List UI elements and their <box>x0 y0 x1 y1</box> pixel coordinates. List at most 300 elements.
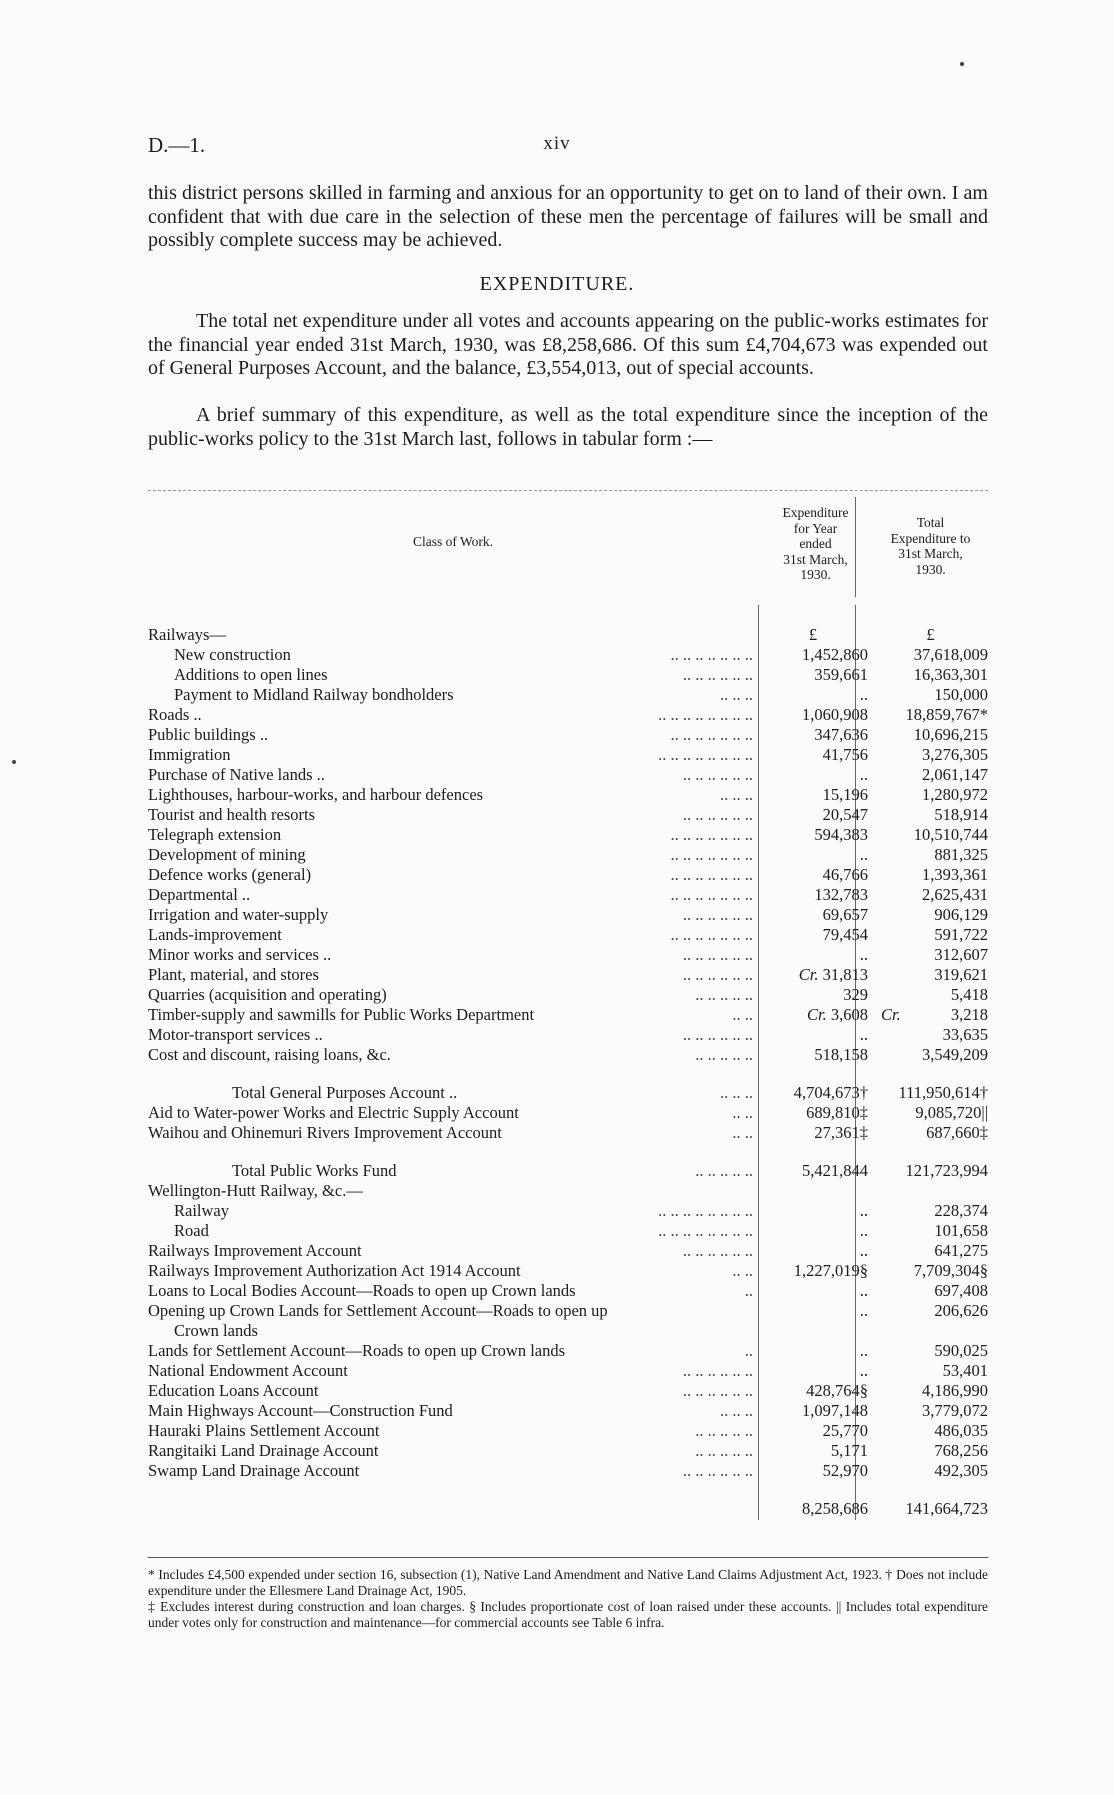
table-row <box>148 1161 988 1181</box>
cell-value: 319,621 <box>934 965 988 984</box>
leader-dots: .. .. .. .. .. .. <box>682 1241 753 1260</box>
leader-dots: .. <box>744 1341 753 1360</box>
cell-value: 1,280,972 <box>922 785 988 804</box>
leader-dots: .. .. <box>732 1103 753 1122</box>
expenditure-year-value <box>758 1103 868 1123</box>
leader-dots: .. .. .. .. .. .. .. <box>670 825 753 844</box>
cell-value: 16,363,301 <box>913 665 988 684</box>
row-label: Irrigation and water-supply <box>148 905 329 924</box>
leader-dots: .. .. .. .. .. .. .. <box>670 885 753 904</box>
row-label: Development of mining <box>148 845 306 864</box>
expenditure-total-value <box>873 1441 988 1461</box>
table-row <box>148 765 988 785</box>
table-row <box>148 965 988 985</box>
table-row <box>148 1123 988 1143</box>
row-label: New construction <box>174 645 291 664</box>
credit-prefix: Cr. <box>798 965 819 984</box>
row-label: Cost and discount, raising loans, &c. <box>148 1045 391 1064</box>
leader-dots: .. .. <box>732 1261 753 1280</box>
expenditure-total-value <box>873 1421 988 1441</box>
table-row <box>148 985 988 1005</box>
row-label: Payment to Midland Railway bondholders <box>174 685 454 704</box>
expenditure-total-value <box>873 1005 988 1025</box>
expenditure-year-value <box>758 805 868 825</box>
leader-dots: .. .. .. .. .. .. .. <box>670 925 753 944</box>
table-row <box>148 685 988 705</box>
expenditure-year-value <box>758 645 868 665</box>
cell-value: 689,810‡ <box>806 1103 868 1122</box>
expenditure-year-value <box>758 725 868 745</box>
expenditure-total-value <box>873 745 988 765</box>
row-label: Tourist and health resorts <box>148 805 316 824</box>
expenditure-total-value <box>873 725 988 745</box>
table-row <box>148 725 988 745</box>
expenditure-year-value <box>758 1361 868 1381</box>
row-label: Total General Purposes Account .. <box>232 1083 458 1102</box>
row-label: Telegraph extension <box>148 825 282 844</box>
header-line: 31st March, <box>898 546 963 561</box>
expenditure-total-value <box>873 965 988 985</box>
leader-dots: .. .. .. .. .. .. <box>682 905 753 924</box>
cell-value: 1,227,019§ <box>793 1261 868 1280</box>
expenditure-year-value <box>758 1221 868 1241</box>
row-label: Railways Improvement Account <box>148 1241 362 1260</box>
expenditure-total-value <box>873 945 988 965</box>
leader-dots: .. .. .. .. .. .. .. <box>670 865 753 884</box>
expenditure-total-value <box>873 1241 988 1261</box>
row-label: Purchase of Native lands .. <box>148 765 325 784</box>
cell-value: 768,256 <box>934 1441 988 1460</box>
cell-value: 641,275 <box>934 1241 988 1260</box>
header-line: for Year <box>793 520 838 536</box>
expenditure-total-value <box>873 1123 988 1143</box>
row-label: Railways— <box>148 625 226 644</box>
table-row <box>148 645 988 665</box>
row-label: Minor works and services .. <box>148 945 332 964</box>
expenditure-total-value <box>873 1499 988 1519</box>
cell-value: 428,764§ <box>806 1381 868 1400</box>
table-row <box>148 1441 988 1461</box>
leader-dots: .. .. .. .. .. <box>695 1421 753 1440</box>
cell-value: 594,383 <box>814 825 868 844</box>
cell-value: 4,186,990 <box>922 1381 988 1400</box>
table-row <box>148 785 988 805</box>
leader-dots: .. .. .. .. .. .. .. <box>670 725 753 744</box>
expenditure-total-value <box>873 925 988 945</box>
expenditure-year-value <box>758 1421 868 1441</box>
table-row <box>148 1281 988 1301</box>
row-label: Quarries (acquisition and operating) <box>148 985 387 1004</box>
expenditure-total-value <box>873 1083 988 1103</box>
header-line: Total <box>916 515 945 530</box>
table-row <box>148 1005 988 1025</box>
cell-value: .. <box>859 1201 868 1220</box>
row-label: Aid to Water-power Works and Electric Supply Account <box>148 1103 519 1122</box>
cell-value: 9,085,720|| <box>915 1103 988 1122</box>
leader-dots: .. .. .. .. .. <box>695 1045 753 1064</box>
header-line: 1930. <box>915 561 946 577</box>
row-label: National Endowment Account <box>148 1361 348 1380</box>
row-label: Public buildings .. <box>148 725 269 744</box>
expenditure-total-value <box>873 1401 988 1421</box>
expenditure-year-value <box>758 1341 868 1361</box>
cell-value: 2,625,431 <box>922 885 988 904</box>
table-row <box>148 1499 988 1519</box>
cell-value: 591,722 <box>934 925 988 944</box>
cell-value: 15,196 <box>822 785 868 804</box>
page-number: xiv <box>543 133 571 154</box>
table-row <box>148 1341 988 1361</box>
cell-value: 2,061,147 <box>922 765 988 784</box>
cell-value: 3,276,305 <box>922 745 988 764</box>
cell-value: 486,035 <box>934 1421 988 1440</box>
expenditure-total-value <box>873 705 988 725</box>
cell-value: 206,626 <box>934 1301 988 1320</box>
cell-value: 3,779,072 <box>922 1401 988 1420</box>
cell-value: 52,970 <box>822 1461 868 1480</box>
leader-dots: .. .. .. <box>720 785 753 804</box>
leader-dots: .. .. .. .. .. .. <box>682 945 753 964</box>
table-row <box>148 1301 988 1321</box>
expenditure-year-value <box>758 1441 868 1461</box>
leader-dots: .. .. .. .. .. .. .. .. <box>658 745 753 764</box>
expenditure-total-value <box>873 985 988 1005</box>
row-label: Loans to Local Bodies Account—Roads to open up Crown lands <box>148 1281 576 1300</box>
expenditure-year-value <box>758 1401 868 1421</box>
expenditure-year-value <box>758 945 868 965</box>
table-row <box>148 705 988 725</box>
header-line: Expenditure to <box>890 530 971 546</box>
expenditure-total-value <box>873 1381 988 1401</box>
column-header-total <box>873 515 988 577</box>
table-row <box>148 905 988 925</box>
header-line: ended <box>799 536 832 551</box>
cell-value: .. <box>859 1241 868 1260</box>
expenditure-total-value <box>873 845 988 865</box>
table-row <box>148 1025 988 1045</box>
cell-value: 329 <box>843 985 868 1004</box>
leader-dots: .. .. .. .. .. <box>695 1441 753 1460</box>
cell-value: 1,097,148 <box>802 1401 868 1420</box>
expenditure-total-value <box>873 1461 988 1481</box>
row-label: Departmental .. <box>148 885 251 904</box>
table-row <box>148 745 988 765</box>
row-label: Road <box>174 1221 209 1240</box>
cell-value: .. <box>859 945 868 964</box>
cell-value: 359,661 <box>814 665 868 684</box>
row-label: Roads .. <box>148 705 202 724</box>
cell-value: 1,393,361 <box>922 865 988 884</box>
leader-dots: .. .. .. .. .. .. .. <box>670 845 753 864</box>
leader-dots: .. .. .. .. .. .. <box>682 1461 753 1480</box>
row-label: Lands for Settlement Account—Roads to open up Crown lands <box>148 1341 566 1360</box>
table-row <box>148 845 988 865</box>
cell-value: 141,664,723 <box>905 1499 988 1518</box>
cell-value: 27,361‡ <box>814 1123 868 1142</box>
cell-value: 7,709,304§ <box>913 1261 988 1280</box>
table-spacer <box>148 1065 988 1083</box>
table-row <box>148 665 988 685</box>
expenditure-year-value <box>758 1123 868 1143</box>
row-label: Total Public Works Fund <box>232 1161 397 1180</box>
table-row <box>148 1221 988 1241</box>
cell-value: 492,305 <box>934 1461 988 1480</box>
leader-dots: .. .. .. .. .. .. .. <box>670 645 753 664</box>
cell-value: 37,618,009 <box>913 645 988 664</box>
header-divider <box>855 497 856 597</box>
cell-value: .. <box>859 1361 868 1380</box>
leader-dots: .. .. .. .. .. .. <box>682 765 753 784</box>
cell-value: 881,325 <box>934 845 988 864</box>
cell-value: 10,696,215 <box>913 725 988 744</box>
cell-value: 121,723,994 <box>905 1161 988 1180</box>
table-row <box>148 1201 988 1221</box>
cell-value: 150,000 <box>934 685 988 704</box>
expenditure-total-value <box>873 785 988 805</box>
table-row <box>148 1401 988 1421</box>
expenditure-total-value <box>873 1201 988 1221</box>
cell-value: 101,658 <box>934 1221 988 1240</box>
expenditure-year-value <box>758 865 868 885</box>
cell-value: 41,756 <box>822 745 868 764</box>
table-header <box>148 497 988 597</box>
row-label: Plant, material, and stores <box>148 965 319 984</box>
cell-value: 518,914 <box>934 805 988 824</box>
expenditure-total-value <box>873 1045 988 1065</box>
cell-value: 697,408 <box>934 1281 988 1300</box>
expenditure-total-value <box>873 1103 988 1123</box>
expenditure-total-value: £ <box>926 625 935 644</box>
cell-value: 33,635 <box>942 1025 988 1044</box>
row-label: Immigration <box>148 745 231 764</box>
column-header-class: Class of Work. <box>412 534 494 549</box>
cell-value: 687,660‡ <box>926 1123 988 1142</box>
cell-value: .. <box>859 1301 868 1320</box>
leader-dots: .. .. .. <box>720 685 753 704</box>
cell-value: 228,374 <box>934 1201 988 1220</box>
cell-value: 5,421,844 <box>802 1161 868 1180</box>
footnote: * Includes £4,500 expended under section 16, subsection (1), Native Land Amendment and Native Land Claims Adjustment Act, 1923. † Does not include expenditure under the Ellesmere Land Drainage Act, 1905. <box>148 1567 988 1598</box>
expenditure-year-value <box>758 1025 868 1045</box>
cell-value: 3,608 <box>830 1005 868 1024</box>
expenditure-table-body <box>148 625 988 1519</box>
expenditure-year-value <box>758 1301 868 1321</box>
leader-dots: .. .. <box>732 1123 753 1142</box>
paragraph-summary-intro: A brief summary of this expenditure, as well as the total expenditure since the inception of the public-works policy to the 31st March last, follows in tabular form :— <box>148 404 988 450</box>
expenditure-total-value <box>873 885 988 905</box>
table-row <box>148 1321 988 1341</box>
footnote-rule <box>148 1557 988 1558</box>
row-label: Hauraki Plains Settlement Account <box>148 1421 380 1440</box>
table-row <box>148 805 988 825</box>
expenditure-year-value <box>758 885 868 905</box>
expenditure-year-value <box>758 745 868 765</box>
expenditure-total-value <box>873 1161 988 1181</box>
cell-value: 906,129 <box>934 905 988 924</box>
table-spacer <box>148 1143 988 1161</box>
leader-dots: .. .. .. .. .. <box>695 985 753 1004</box>
cell-value: .. <box>859 845 868 864</box>
expenditure-total-value <box>873 1221 988 1241</box>
cell-value: 518,158 <box>814 1045 868 1064</box>
row-label: Defence works (general) <box>148 865 312 884</box>
cell-value: .. <box>859 765 868 784</box>
expenditure-year-value <box>758 785 868 805</box>
row-label: Wellington-Hutt Railway, &c.— <box>148 1181 363 1200</box>
row-label: Crown lands <box>174 1321 258 1340</box>
expenditure-total-value <box>873 805 988 825</box>
cell-value: 79,454 <box>822 925 868 944</box>
expenditure-total-value <box>873 1301 988 1321</box>
header-line: 31st March, <box>783 551 848 567</box>
leader-dots: .. .. .. .. .. .. .. .. <box>658 1201 753 1220</box>
expenditure-total-value <box>873 1025 988 1045</box>
expenditure-year-value <box>758 1083 868 1103</box>
expenditure-year-value <box>758 965 868 985</box>
expenditure-total-value <box>873 825 988 845</box>
table-row <box>148 1103 988 1123</box>
expenditure-year-value <box>758 1499 868 1519</box>
row-label: Railway <box>174 1201 229 1220</box>
expenditure-total-value <box>873 1341 988 1361</box>
cell-value: 4,704,673† <box>793 1083 868 1102</box>
cell-value: .. <box>859 1221 868 1240</box>
expenditure-year-value <box>758 1461 868 1481</box>
expenditure-year-value <box>758 905 868 925</box>
header-line: 1930. <box>800 567 831 582</box>
row-label: Education Loans Account <box>148 1381 319 1400</box>
leader-dots: .. .. .. .. .. .. <box>682 1025 753 1044</box>
table-row <box>148 1421 988 1441</box>
row-label: Rangitaiki Land Drainage Account <box>148 1441 379 1460</box>
cell-value: 18,859,767* <box>905 705 988 724</box>
leader-dots: .. .. .. .. .. .. .. .. <box>658 705 753 724</box>
table-row <box>148 1241 988 1261</box>
row-label: Motor-transport services .. <box>148 1025 323 1044</box>
table-row <box>148 1083 988 1103</box>
cell-value: 3,218 <box>950 1005 988 1024</box>
table-row <box>148 825 988 845</box>
expenditure-year-value <box>758 1241 868 1261</box>
expenditure-year-value <box>758 1005 868 1025</box>
table-row <box>148 1261 988 1281</box>
leader-dots: .. .. .. .. .. .. .. .. <box>658 1221 753 1240</box>
table-row <box>148 1361 988 1381</box>
row-label: Main Highways Account—Construction Fund <box>148 1401 453 1420</box>
scan-speck <box>960 62 964 66</box>
credit-prefix: Cr. <box>807 1005 827 1024</box>
expenditure-total-value <box>873 1281 988 1301</box>
expenditure-year-value <box>758 705 868 725</box>
leader-dots: .. .. .. .. .. .. <box>682 1361 753 1380</box>
cell-value: 20,547 <box>822 805 868 824</box>
expenditure-year-value <box>758 925 868 945</box>
table-row <box>148 1181 988 1201</box>
cell-value: .. <box>859 1341 868 1360</box>
cell-value: 1,060,908 <box>802 705 868 724</box>
leader-dots: .. <box>744 1281 753 1300</box>
document-reference: D.—1. <box>148 133 206 157</box>
section-heading: EXPENDITURE. <box>479 273 635 295</box>
expenditure-year-value <box>758 1045 868 1065</box>
table-top-rule <box>148 490 988 491</box>
expenditure-total-value <box>873 865 988 885</box>
row-label: Waihou and Ohinemuri Rivers Improvement Account <box>148 1123 502 1142</box>
leader-dots: .. .. .. .. .. .. <box>682 1381 753 1400</box>
cell-value: 347,636 <box>814 725 868 744</box>
cell-value: 31,813 <box>822 965 868 984</box>
row-label: Railways Improvement Authorization Act 1914 Account <box>148 1261 521 1280</box>
leader-dots: .. .. .. .. .. .. <box>682 805 753 824</box>
table-row <box>148 1381 988 1401</box>
cell-value: 5,418 <box>950 985 988 1004</box>
leader-dots: .. .. .. <box>720 1401 753 1420</box>
expenditure-year-value <box>758 1201 868 1221</box>
cell-value: 53,401 <box>942 1361 988 1380</box>
table-spacer <box>148 1481 988 1499</box>
cell-value: 8,258,686 <box>802 1499 868 1518</box>
leader-dots: .. .. <box>732 1005 753 1024</box>
table-row <box>148 1461 988 1481</box>
expenditure-year-value <box>758 665 868 685</box>
table-row <box>148 925 988 945</box>
row-label: Additions to open lines <box>174 665 328 684</box>
expenditure-year-value <box>758 825 868 845</box>
cell-value: 3,549,209 <box>922 1045 988 1064</box>
paragraph-expenditure-total: The total net expenditure under all votes and accounts appearing on the public-works estimates for the financial year ended 31st March, 1930, was £8,258,686. Of this sum £4,704,673 was expended out of General Purposes Account, and the balance, £3,554,013, out of special accounts. <box>148 310 988 379</box>
row-label: Swamp Land Drainage Account <box>148 1461 360 1480</box>
expenditure-year-value <box>758 1261 868 1281</box>
expenditure-year-value <box>758 1281 868 1301</box>
cell-value: 132,783 <box>814 885 868 904</box>
header-line: Expenditure <box>782 505 849 520</box>
cell-value: 10,510,744 <box>913 825 988 844</box>
cell-value: 46,766 <box>822 865 868 884</box>
expenditure-year-value <box>758 845 868 865</box>
expenditure-year-value <box>758 685 868 705</box>
leader-dots: .. .. .. .. .. <box>695 1161 753 1180</box>
expenditure-total-value <box>873 645 988 665</box>
cell-value: 590,025 <box>934 1341 988 1360</box>
expenditure-total-value <box>873 905 988 925</box>
expenditure-total-value <box>873 765 988 785</box>
paragraph-continuation: this district persons skilled in farming and anxious for an opportunity to get on to land of their own. I am confident that with due care in the selection of these men the percentage of failures will be small and possibly complete success may be achieved. <box>148 182 988 251</box>
expenditure-total-value <box>873 685 988 705</box>
scan-speck <box>12 760 16 764</box>
cell-value: 5,171 <box>830 1441 868 1460</box>
cell-value: 69,657 <box>822 905 868 924</box>
cell-value: 1,452,860 <box>802 645 868 664</box>
cell-value: .. <box>859 685 868 704</box>
table-row <box>148 885 988 905</box>
leader-dots: .. .. .. .. .. .. <box>682 965 753 984</box>
leader-dots: .. .. .. .. .. .. <box>682 665 753 684</box>
footnote: ‡ Excludes interest during construction and loan charges. § Includes proportionate cost of loan raised under these accounts. || Includes total expenditure under votes only for construction and maintenance—for commercial accounts see Table 6 infra. <box>148 1599 988 1630</box>
cell-value: 25,770 <box>822 1421 868 1440</box>
expenditure-total-value <box>873 1361 988 1381</box>
cell-value: 312,607 <box>934 945 988 964</box>
cell-value: 111,950,614† <box>898 1083 988 1102</box>
cell-value: .. <box>859 1281 868 1300</box>
leader-dots: .. .. .. <box>720 1083 753 1102</box>
table-row <box>148 625 988 645</box>
row-label: Lighthouses, harbour-works, and harbour defences <box>148 785 484 804</box>
row-label: Lands-improvement <box>148 925 282 944</box>
row-label: Timber-supply and sawmills for Public Works Department <box>148 1005 535 1024</box>
table-row <box>148 865 988 885</box>
row-label: Opening up Crown Lands for Settlement Account—Roads to open up <box>148 1301 608 1320</box>
cell-value: .. <box>859 1025 868 1044</box>
